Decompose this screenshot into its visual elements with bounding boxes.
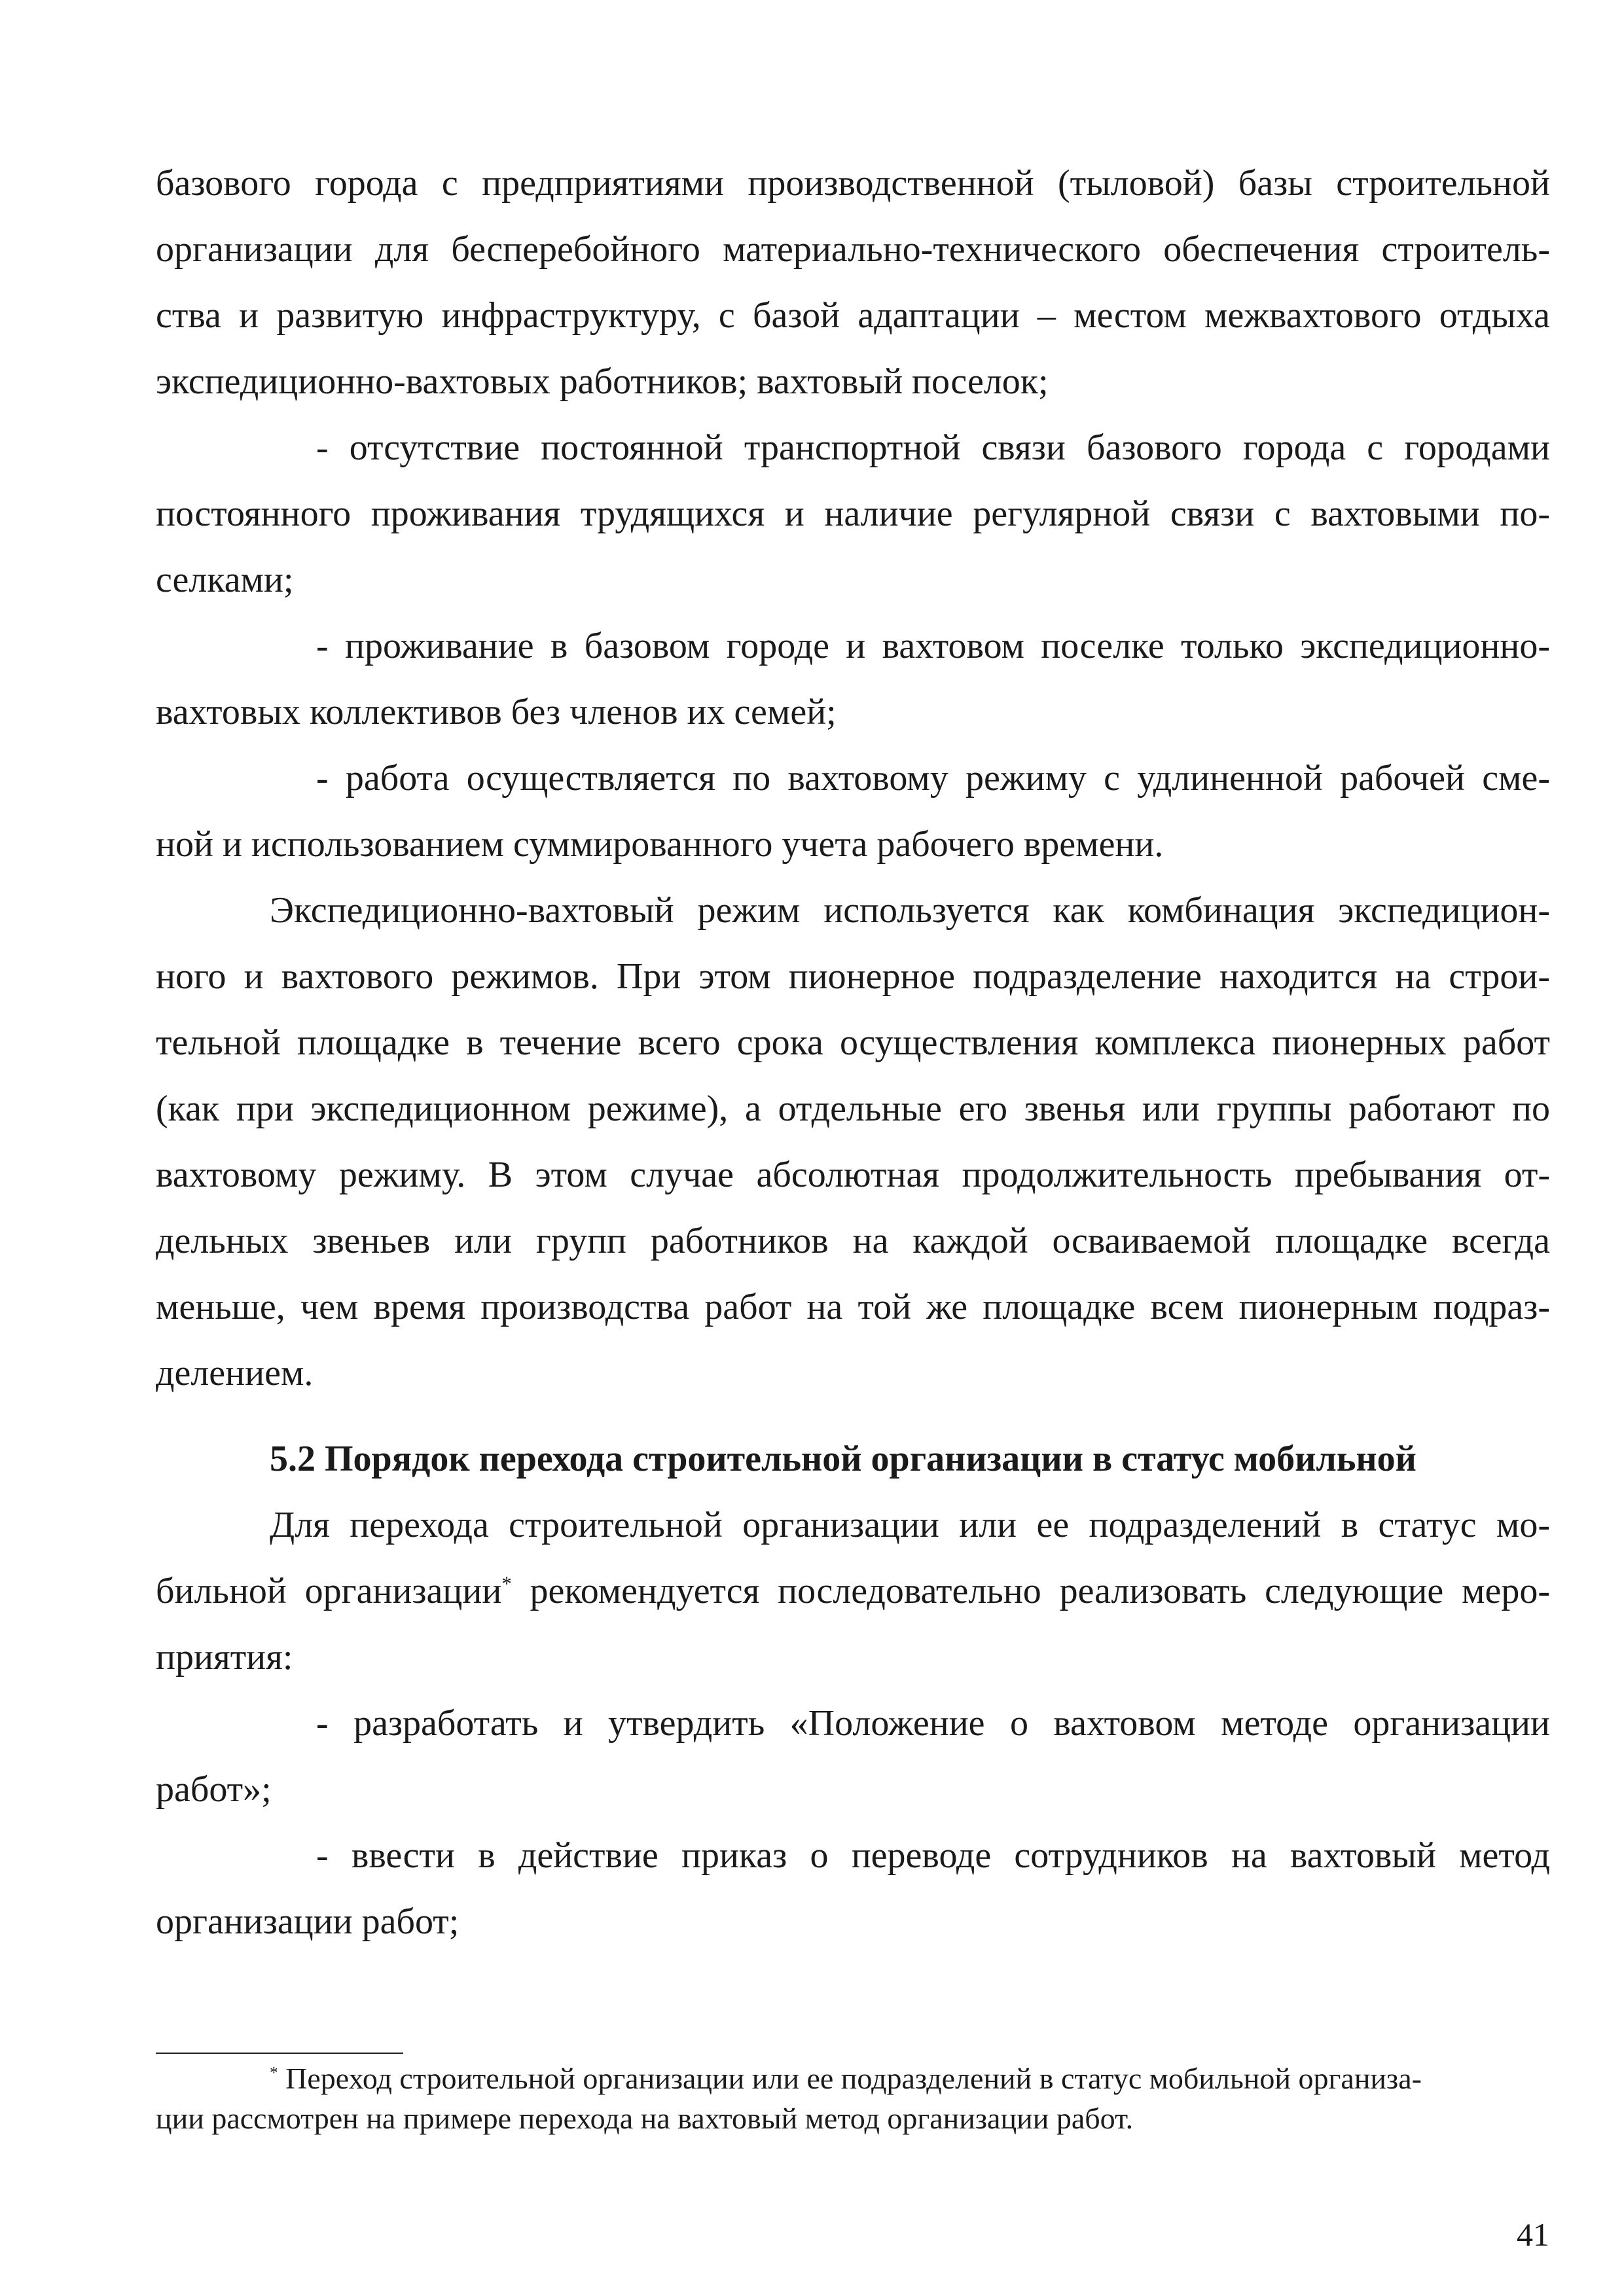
main-text — [156, 151, 1550, 1955]
text-line: базового города с предприятиями производственной (тыловой) базы строительной — [156, 163, 1550, 204]
footnote-divider — [156, 2053, 403, 2054]
text-line: ной и использованием суммированного учета рабочего времени. — [156, 824, 1164, 865]
text-line: постоянного проживания трудящихся и наличие регулярной связи с вахтовыми по- — [156, 493, 1550, 534]
text-line: вахтовых коллективов без членов их семей; — [156, 692, 837, 732]
text-fragment: бильной организации — [156, 1571, 502, 1611]
footnote-text: Переход строительной организации или ее подразделений в статус мобильной организа- — [285, 2062, 1422, 2095]
text-line: организации работ; — [156, 1901, 460, 1942]
footnote-ref[interactable]: * — [501, 1572, 512, 1595]
page-number: 41 — [1517, 2216, 1549, 2253]
list-item: - проживание в базовом городе и вахтовом поселке только экспедиционно- — [316, 626, 1550, 666]
text-fragment: рекомендуется последовательно реализовать следующие меро- — [530, 1571, 1551, 1611]
text-line — [156, 1558, 1550, 1624]
text-line: экспедиционно-вахтовых работников; вахтовый поселок; — [156, 361, 1049, 402]
text-line: вахтовому режиму. В этом случае абсолютная продолжительность пребывания от- — [156, 1155, 1550, 1195]
text-line: приятия: — [156, 1637, 293, 1677]
text-line: селками; — [156, 560, 294, 600]
paragraph-start: Для перехода строительной организации или ее подразделений в статус мо- — [270, 1505, 1550, 1545]
list-item: - работа осуществляется по вахтовому режиму с удлиненной рабочей сме- — [316, 758, 1550, 798]
section-heading: 5.2 Порядок перехода строительной организации в статус мобильной — [270, 1439, 1416, 1479]
paragraph-start: Экспедиционно-вахтовый режим используется как комбинация экспедицион- — [270, 890, 1550, 931]
text-line: работ»; — [156, 1769, 272, 1810]
text-line: делением. — [156, 1353, 314, 1393]
footnote — [156, 2058, 1550, 2138]
text-line: меньше, чем время производства работ на той же площадке всем пионерным подраз- — [156, 1287, 1550, 1327]
text-line: организации для бесперебойного материально-технического обеспечения строитель- — [156, 229, 1550, 270]
footnote-line: ции рассмотрен на примере перехода на вахтовый метод организации работ. — [156, 2102, 1134, 2135]
footnote-line — [156, 2058, 1550, 2098]
text-line: ства и развитую инфраструктуру, с базой адаптации – местом межвахтового отдыха — [156, 295, 1550, 336]
footnote-mark: * — [270, 2063, 278, 2082]
list-item: - разработать и утвердить «Положение о вахтовом методе организации — [316, 1703, 1550, 1744]
text-line: ного и вахтового режимов. При этом пионерное подразделение находится на строи- — [156, 956, 1550, 997]
list-item: - отсутствие постоянной транспортной связи базового города с городами — [316, 427, 1550, 468]
list-item: - ввести в действие приказ о переводе сотрудников на вахтовый метод — [316, 1835, 1550, 1876]
text-line: тельной площадке в течение всего срока осуществления комплекса пионерных работ — [156, 1022, 1550, 1063]
text-line: (как при экспедиционном режиме), а отдельные его звенья или группы работают по — [156, 1088, 1550, 1129]
text-line: дельных звеньев или групп работников на каждой осваиваемой площадке всегда — [156, 1221, 1550, 1261]
